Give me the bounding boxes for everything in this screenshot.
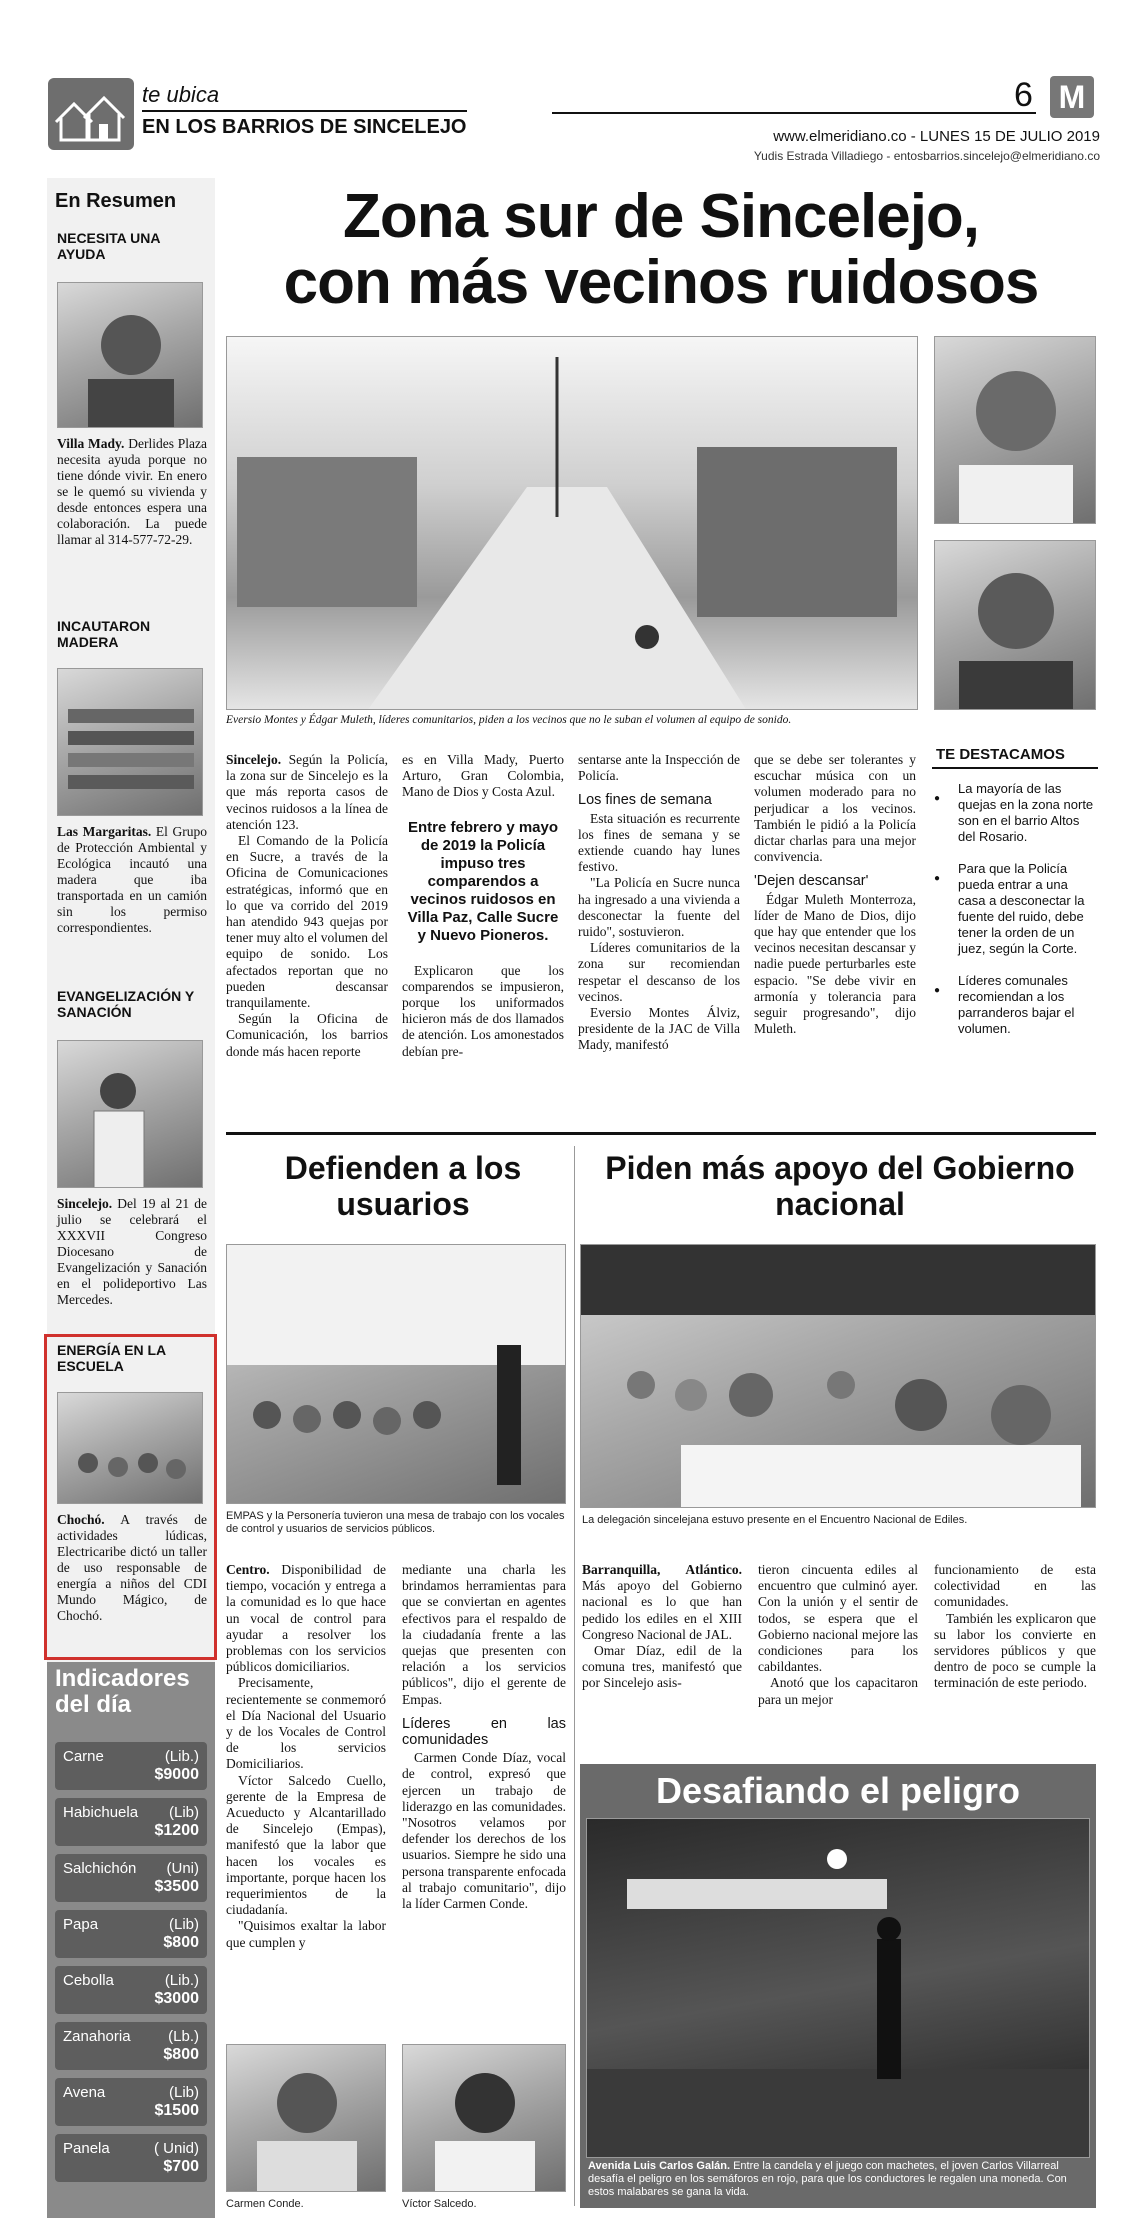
caption-lead: Avenida Luis Carlos Galán. [588,2160,731,2172]
summary-lead: Las Margaritas. [57,824,152,839]
summary-photo [57,1392,203,1504]
main-column-1 [226,752,388,1060]
paragraph: Según la Policía, la zona sur de Sincelejo es la que más reporta casos de vecinos ruidosos a la línea de atención 123. [226,752,388,832]
summary-photo [57,668,203,816]
dateline: Centro. [226,1562,270,1577]
timber-photo-icon [58,669,203,816]
indicator-name: Panela [63,2140,110,2157]
summary-text [57,436,207,548]
paragraph: El Comando de la Policía en Sucre, a través de la Oficina de Comunicaciones estratégicas, informó que en lo que va corrido del 2019 han atendido 943 quejas por tener muy alto el volumen del equipo de sonido. Los afectados reportan que no pueden descansar tranquilamente. [226,833,388,1011]
brand-logo: M [1050,76,1094,118]
paragraph: Según la Oficina de Comunicación, los barrios donde más hacen reporte [226,1011,388,1059]
sidebar-title: En Resumen [55,190,177,212]
indicator-name: Avena [63,2084,106,2101]
man-portrait-icon [403,2045,566,2192]
paragraph: Esta situación es recurrente los fines de semana y se extiende cuando hay lunes festivo. [578,810,740,875]
paragraph: mediante una charla les brindamos herramientas para que se conviertan en agentes efectivos para el respaldo de la ciudadanía frente a las quejas que presenten con relación a los servicios públicos", dijo el gerente de Empas. [402,1562,566,1707]
portrait-edgar [934,540,1096,710]
story3-photo [580,1244,1096,1508]
children-class-photo-icon [58,1393,203,1504]
portrait-carmen [226,2044,386,2192]
paragraph: "La Policía en Sucre nunca ha ingresado a una vivienda a desconectar la fuente del ruido", sostuvieron. [578,875,740,940]
header-rule-right [552,112,1036,114]
street-scene-icon [227,337,918,710]
indicator-unit: (Uni) [166,1860,199,1877]
main-headline-line: con más vecinos ruidosos [283,248,1039,317]
indicator-price: $3000 [154,1990,199,2007]
story3-headline: Piden más apoyo del Gobierno nacional [605,1150,1075,1222]
indicator-row [55,1854,207,1902]
indicator-name: Carne [63,1748,104,1765]
summary-heading: EVANGELIZACIÓN Y SANACIÓN [57,988,194,1020]
story4-photo [586,1818,1090,2158]
indicator-unit: ( Unid) [153,2140,199,2157]
story2-column-2 [402,1562,566,1912]
indicator-name: Salchichón [63,1860,137,1877]
ediles-congress-icon [581,1245,1096,1508]
summary-lead: Villa Mady. [57,436,125,451]
story3-column-2 [758,1562,918,1708]
subheading: Líderes en las comunidades [402,1715,566,1749]
story4-caption [588,2160,1088,2199]
subheading: Los fines de semana [578,792,712,809]
indicator-price: $800 [163,1934,199,1951]
paragraph: Explicaron que los comparendos se impusieron, porque los uniformados hicieron más de dos llamados de atención. Los amonestados debían pre- [402,962,564,1059]
indicator-name: Habichuela [63,1804,139,1821]
byline: Yudis Estrada Villadiego - entosbarrios.sincelejo@elmeridiano.co [753,149,1100,163]
summary-body: Derlides Plaza necesita ayuda porque no tiene dónde vivir. En enero se le quemó su vivienda y desde entonces espera una colaboración. La puede llamar al 314-577-72-29. [57,436,207,547]
indicator-unit: (Lib) [168,2084,199,2101]
priest-photo-icon [58,1041,203,1188]
highlight-item: ● Para que la Policía pueda entrar a una casa a desconectar la fuente del ruido, debe tener la orden de un juez, según la Corte. [932,861,1098,957]
summary-heading: ENERGÍA EN LA ESCUELA [57,1342,166,1374]
summary-heading: INCAUTARON MADERA [57,618,151,650]
main-headline [226,184,1096,316]
portrait-victor [402,2044,566,2192]
paragraph: Carmen Conde Díaz, vocal de control, expresó que ejercen un trabajo de liderazgo en las comunidades. "Nosotros velamos por defender los derechos de los usuarios. Siempre he sido una persona transparente enfocada al trabajo comunitario", dijo la líder Carmen Conde. [402,1750,566,1912]
summary-text [57,824,207,936]
site-date: www.elmeridiano.co - LUNES 15 DE JULIO 2019 [773,128,1100,145]
story3-caption: La delegación sincelejana estuvo presente en el Encuentro Nacional de Ediles. [582,1514,968,1526]
indicator-row [55,1966,207,2014]
story3-column-3 [934,1562,1096,1692]
paragraph: Más apoyo del Gobierno nacional es lo que han pedido los ediles en el XIII Congreso Nacional de JAL. [582,1578,742,1642]
fire-juggler-icon [587,1819,1090,2158]
indicator-row [55,2134,207,2182]
street-photo [226,336,918,710]
indicator-name: Papa [63,1916,99,1933]
summary-lead: Sincelejo. [57,1196,113,1211]
indicator-name: Cebolla [63,1972,114,1989]
meeting-audience-icon [227,1245,566,1504]
summary-lead: Chochó. [57,1512,105,1527]
story2-column-1 [226,1562,386,1951]
indicator-unit: (Lib.) [164,1972,199,1989]
indicator-unit: (Lib) [168,1804,199,1821]
paragraph: Omar Díaz, edil de la comuna tres, manifestó que por Sincelejo asis- [582,1643,742,1691]
summary-body: A través de actividades lúdicas, Electricaribe dictó un taller de uso responsable de energía a niños del CDI Mundo Mágico, de Chochó. [57,1512,207,1623]
indicator-row [55,2022,207,2070]
paragraph: Eversio Montes Álviz, presidente de la JAC de Villa Mady, manifestó [578,1005,740,1053]
story4-headline: Desafiando el peligro [655,1770,1021,1811]
indicator-unit: (Lb.) [168,2028,199,2045]
indicator-unit: (Lib.) [164,1748,199,1765]
paragraph: que se debe ser tolerantes y escuchar música con un volumen moderado para no perjudicar a los vecinos. También le pidió a la Policía dictar charlas para una mejor convivencia. [754,752,916,865]
subheading: 'Dejen descansar' [754,873,869,890]
highlights-title: TE DESTACAMOS [936,746,1065,763]
sidebar-summary [47,178,215,2218]
summary-text [57,1512,207,1624]
story2-headline: Defienden a los usuarios [284,1150,522,1222]
portrait-caption: Carmen Conde. [226,2198,304,2210]
highlight-item: ● Líderes comunales recomiendan a los parranderos bajar el volumen. [932,973,1098,1037]
section-divider [226,1132,1096,1135]
indicator-price: $700 [163,2158,199,2175]
paragraph: funcionamiento de esta colectividad en las comunidades. [934,1562,1096,1610]
portrait-eversio [934,336,1096,524]
indicator-row [55,1910,207,1958]
paragraph: Líderes comunitarios de la zona sur recomiendan respetar el descanso de los vecinos. [578,940,740,1004]
woman-portrait-icon [58,283,203,428]
paragraph: Édgar Muleth Monterroza, líder de Mano de Dios, dijo que hay que entender que los vecinos necesitan descansar y nadie puede perturbarles este espacio. "Se debe vivir en armonía y tolerancia para seguir progresando", dijo Muleth. [754,891,916,1037]
column-divider [574,1146,575,2206]
indicator-row [55,1742,207,1790]
summary-text [57,1196,207,1308]
main-headline-line: Zona sur de Sincelejo, [342,182,980,251]
indicator-price: $800 [163,2046,199,2063]
dateline: Barranquilla, Atlántico. [582,1562,742,1577]
man-portrait-icon [935,337,1096,524]
page-number: 6 [1014,76,1033,114]
indicator-row [55,1798,207,1846]
highlights-rule [932,767,1098,769]
indicator-price: $3500 [154,1878,199,1895]
paragraph: tieron cincuenta ediles al encuentro que culminó ayer. Con la unión y el sentir de todos, se espera que el Gobierno nacional mejore las condiciones para los cabildantes. [758,1562,918,1675]
section-title: EN LOS BARRIOS DE SINCELEJO [142,116,467,138]
indicator-unit: (Lib) [168,1916,199,1933]
man-portrait-icon [935,541,1096,710]
highlights-box [932,746,1098,1128]
indicator-price: $1200 [154,1822,199,1839]
section-logo [48,78,134,150]
paragraph: "Quisimos exaltar la labor que cumplen y [226,1918,386,1950]
houses-icon [48,78,134,150]
paragraph: sentarse ante la Inspección de Policía. [578,752,740,784]
woman-portrait-icon [227,2045,386,2192]
summary-photo [57,282,203,428]
highlight-item: ● La mayoría de las quejas en la zona norte son en el barrio Altos del Rosario. [932,781,1098,845]
story2-caption: EMPAS y la Personería tuvieron una mesa de trabajo con los vocales de control y usuarios de servicios públicos. [226,1510,565,1535]
summary-photo [57,1040,203,1188]
paragraph: Disponibilidad de tiempo, vocación y entrega a la comunidad es lo que hace un vocal de control para ayudar a resolver los problemas con los servicios públicos domiciliarios. [226,1562,386,1675]
summary-body: El Grupo de Protección Ambiental y Ecológica incautó una madera que iba transportada en un camión sin los permiso correspondientes. [57,824,208,935]
paragraph: También les explicaron que su labor los convierte en servidores públicos y que dentro de poco se cumple la terminación de este periodo. [934,1610,1096,1691]
story2-photo [226,1244,566,1504]
paragraph: Víctor Salcedo Cuello, gerente de la Empresa de Acueducto y Alcantarillado de Sincelejo (Empas), manifestó que la labor que hacen los vocales es importante, porque hacen los requerimientos de la ciudadanía. [226,1772,386,1918]
caption-text: Entre la candela y el juego con machetes, el joven Carlos Villarreal desafía el peligro en los semáforos en rojo, para que los conductores le regalen una moneda. Con estos malabares se gana la vida. [588,2160,1067,2198]
section-tag: te ubica [142,82,220,107]
portrait-caption: Víctor Salcedo. [402,2198,477,2210]
dateline: Sincelejo. [226,752,282,767]
paragraph: Anotó que los capacitaron para un mejor [758,1675,918,1707]
highlights-list [932,781,1098,1037]
indicator-price: $1500 [154,2102,199,2119]
summary-body: Del 19 al 21 de julio se celebrará el XXXVII Congreso Diocesano de Evangelización y Sanación en el polideportivo Las Mercedes. [57,1196,207,1307]
story3-column-1 [582,1562,742,1692]
main-column-3 [578,752,740,1054]
indicator-name: Zanahoria [63,2028,131,2045]
indicator-price: $9000 [154,1766,199,1783]
indicators-title: Indicadores del día [55,1665,190,1718]
paragraph: es en Villa Mady, Puerto Arturo, Gran Colombia, Mano de Dios y Costa Azul. [402,752,564,800]
main-photo-caption: Eversio Montes y Édgar Muleth, líderes comunitarios, piden a los vecinos que no le suban el volumen al equipo de sonido. [226,714,792,726]
pull-quote: Entre febrero y mayo de 2019 la Policía impuso tres comparendos a vecinos ruidosos en Villa Paz, Calle Sucre y Nuevo Pioneros. [407,818,559,944]
main-column-4 [754,752,916,1037]
header-rule-left [142,110,467,112]
summary-heading: NECESITA UNA AYUDA [57,230,160,262]
paragraph: Precisamente, recientemente se conmemoró el Día Nacional del Usuario y de los Vocales de Control de los servicios Domiciliarios. [226,1675,386,1772]
main-column-2 [402,752,564,1060]
indicator-row [55,2078,207,2126]
